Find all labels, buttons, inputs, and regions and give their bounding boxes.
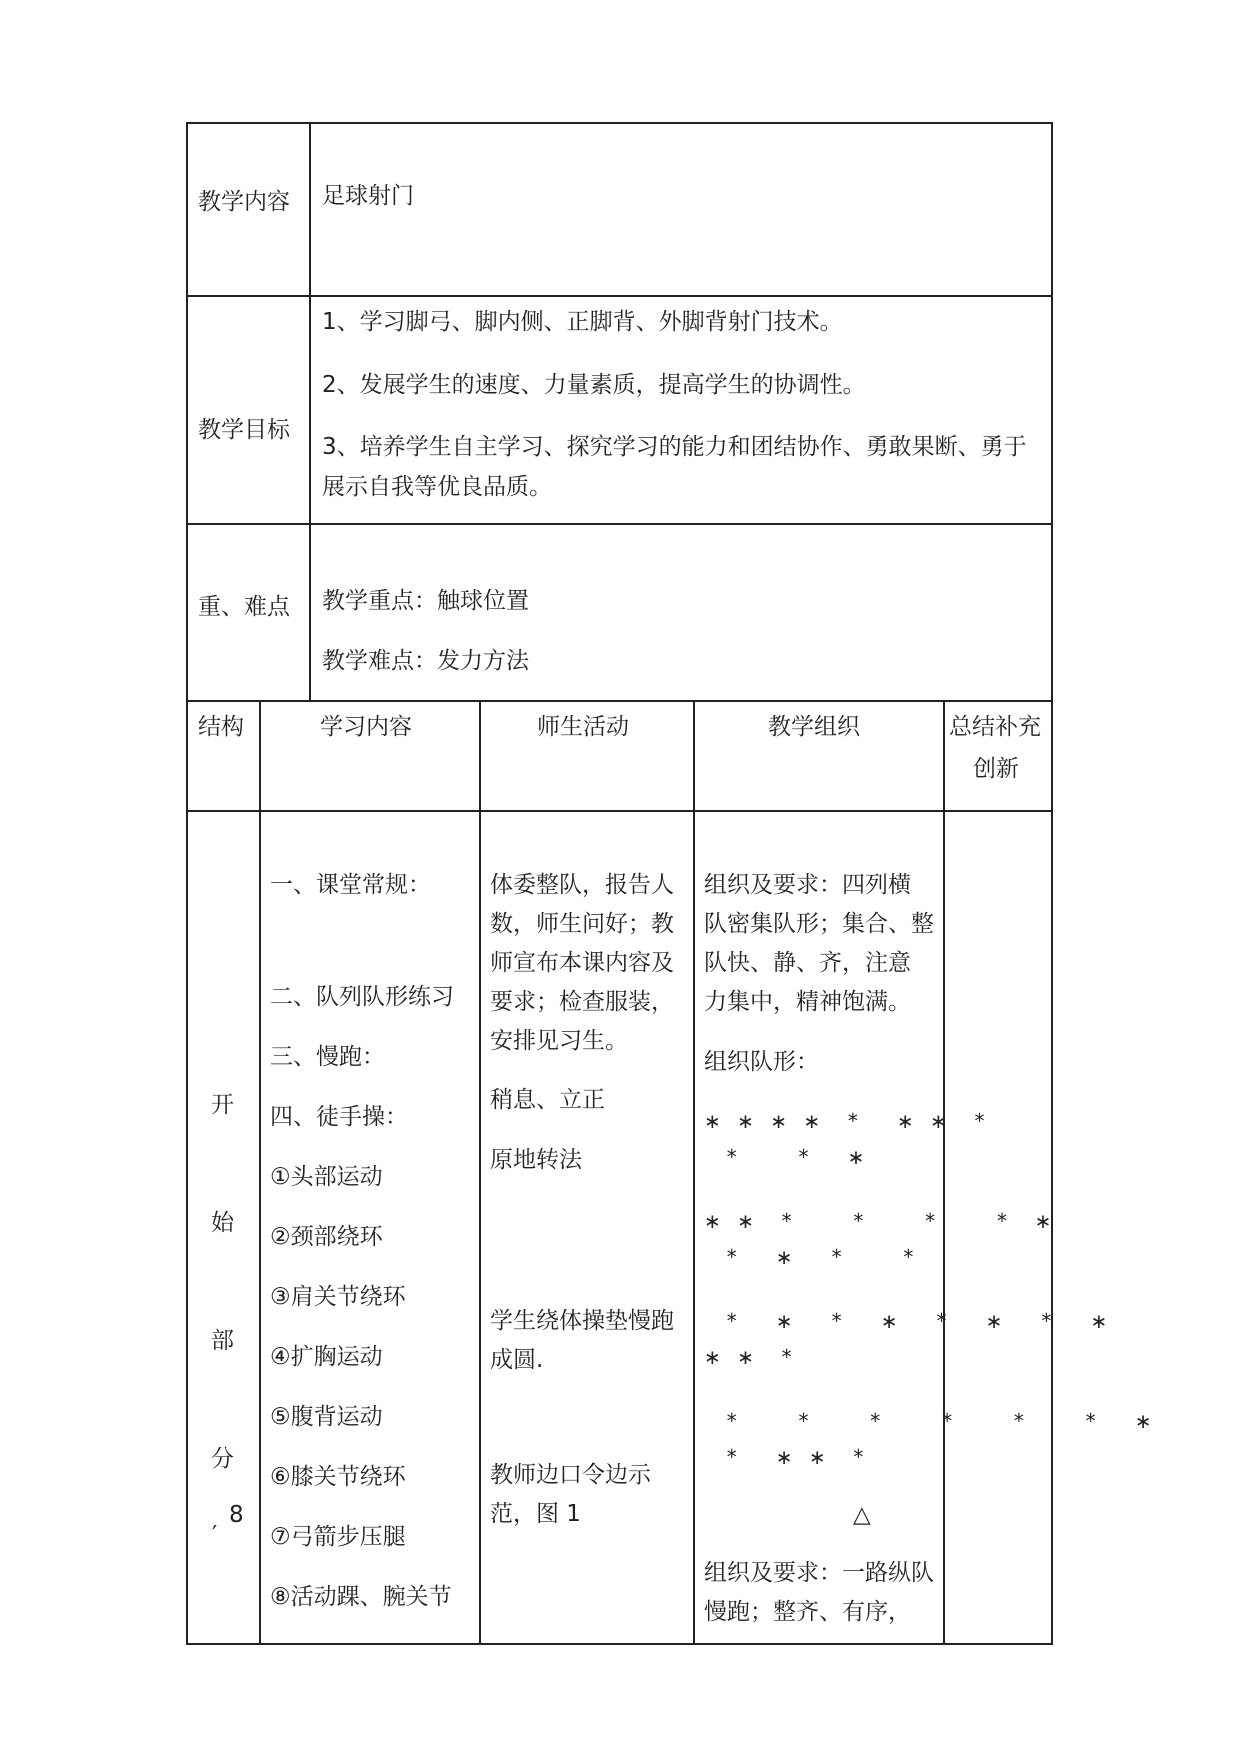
column-divider — [693, 700, 695, 1645]
row-divider — [186, 700, 1053, 702]
learning-item: ⑧活动踝、腕关节 — [270, 1584, 452, 1610]
section-duration-unit: ′ — [212, 1522, 218, 1548]
column-divider — [259, 700, 261, 1645]
activity-line: 要求；检查服装， — [490, 989, 674, 1015]
activity-rest-attention: 稍息、立正 — [490, 1087, 605, 1113]
row-divider — [186, 810, 1053, 812]
learning-item: 二、队列队形练习 — [270, 984, 454, 1010]
activity-line: 数，师生问好；教 — [490, 911, 674, 937]
learning-item: 四、徒手操： — [270, 1104, 408, 1130]
section-duration: 8 — [229, 1502, 244, 1528]
formation-row: * ∗ * * — [704, 1245, 919, 1269]
column-header-organization: 教学组织 — [768, 714, 860, 740]
section-char: 始 — [211, 1210, 234, 1236]
column-header-learning: 学习内容 — [320, 714, 412, 740]
column-header-activity: 师生活动 — [537, 714, 629, 740]
section-char: 分 — [211, 1446, 234, 1472]
formation-row: ∗ ∗ ∗ ∗ * ∗ ∗ * — [704, 1109, 990, 1133]
learning-item: ②颈部绕环 — [270, 1224, 383, 1250]
formation-row: * * * * * * ∗ — [704, 1409, 1157, 1433]
organization-line: 队快、静、齐，注意 — [704, 950, 911, 976]
formation-row: ∗ ∗ * — [704, 1345, 797, 1369]
formation-row: * ∗ ∗ * — [704, 1445, 869, 1469]
activity-line: 教师边口令边示 — [490, 1462, 651, 1488]
keypoints-label: 重、难点 — [198, 594, 290, 620]
organization-line: 队密集队形；集合、整 — [704, 911, 934, 937]
activity-turning: 原地转法 — [490, 1147, 582, 1173]
goal-item: 展示自我等优良品质。 — [322, 474, 552, 500]
activity-line: 成圆. — [490, 1347, 544, 1373]
teaching-focus: 教学重点：触球位置 — [322, 588, 529, 614]
learning-item: ④扩胸运动 — [270, 1344, 383, 1370]
row-divider — [186, 295, 1053, 297]
teaching-content-value: 足球射门 — [322, 183, 414, 209]
activity-line: 安排见习生。 — [490, 1028, 628, 1054]
teacher-position-triangle: △ — [853, 1502, 871, 1528]
row-divider — [186, 523, 1053, 525]
activity-line: 师宣布本课内容及 — [490, 950, 674, 976]
formation-label: 组织队形： — [704, 1049, 819, 1075]
learning-item: ⑥膝关节绕环 — [270, 1464, 406, 1490]
teaching-content-label: 教学内容 — [198, 189, 290, 215]
organization-line: 组织及要求：四列横 — [704, 872, 911, 898]
column-divider — [479, 700, 481, 1645]
organization-line: 慢跑；整齐、有序， — [704, 1599, 911, 1625]
organization-line: 力集中，精神饱满。 — [704, 989, 911, 1015]
column-header-summary: 总结补充 — [949, 714, 1041, 740]
column-header-structure: 结构 — [198, 714, 244, 740]
teaching-goals-label: 教学目标 — [198, 417, 290, 443]
learning-item: ①头部运动 — [270, 1164, 383, 1190]
formation-row: * ∗ * ∗ * ∗ * ∗ — [704, 1309, 1113, 1333]
goal-item: 3、培养学生自主学习、探究学习的能力和团结协作、勇敢果断、勇于 — [322, 434, 1027, 460]
formation-row: ∗ ∗ * * * * ∗ — [704, 1209, 1057, 1233]
activity-line: 范，图 1 — [490, 1501, 581, 1527]
column-divider — [943, 700, 945, 1645]
activity-line: 体委整队，报告人 — [490, 872, 674, 898]
formation-row: * * ∗ — [704, 1145, 870, 1169]
organization-line: 组织及要求：一路纵队 — [704, 1560, 934, 1586]
section-char: 部 — [211, 1328, 234, 1354]
goal-item: 1、学习脚弓、脚内侧、正脚背、外脚背射门技术。 — [322, 309, 843, 335]
label-column-divider — [309, 122, 311, 702]
column-header-summary-line2: 创新 — [973, 756, 1019, 782]
learning-item: 三、慢跑： — [270, 1044, 385, 1070]
teaching-difficulty: 教学难点：发力方法 — [322, 648, 529, 674]
learning-item: ③肩关节绕环 — [270, 1284, 406, 1310]
goal-item: 2、发展学生的速度、力量素质，提高学生的协调性。 — [322, 372, 866, 398]
learning-item: ⑦弓箭步压腿 — [270, 1524, 406, 1550]
section-char: 开 — [211, 1092, 234, 1118]
learning-item: 一、课堂常规： — [270, 872, 431, 898]
activity-line: 学生绕体操垫慢跑 — [490, 1308, 674, 1334]
learning-item: ⑤腹背运动 — [270, 1404, 383, 1430]
